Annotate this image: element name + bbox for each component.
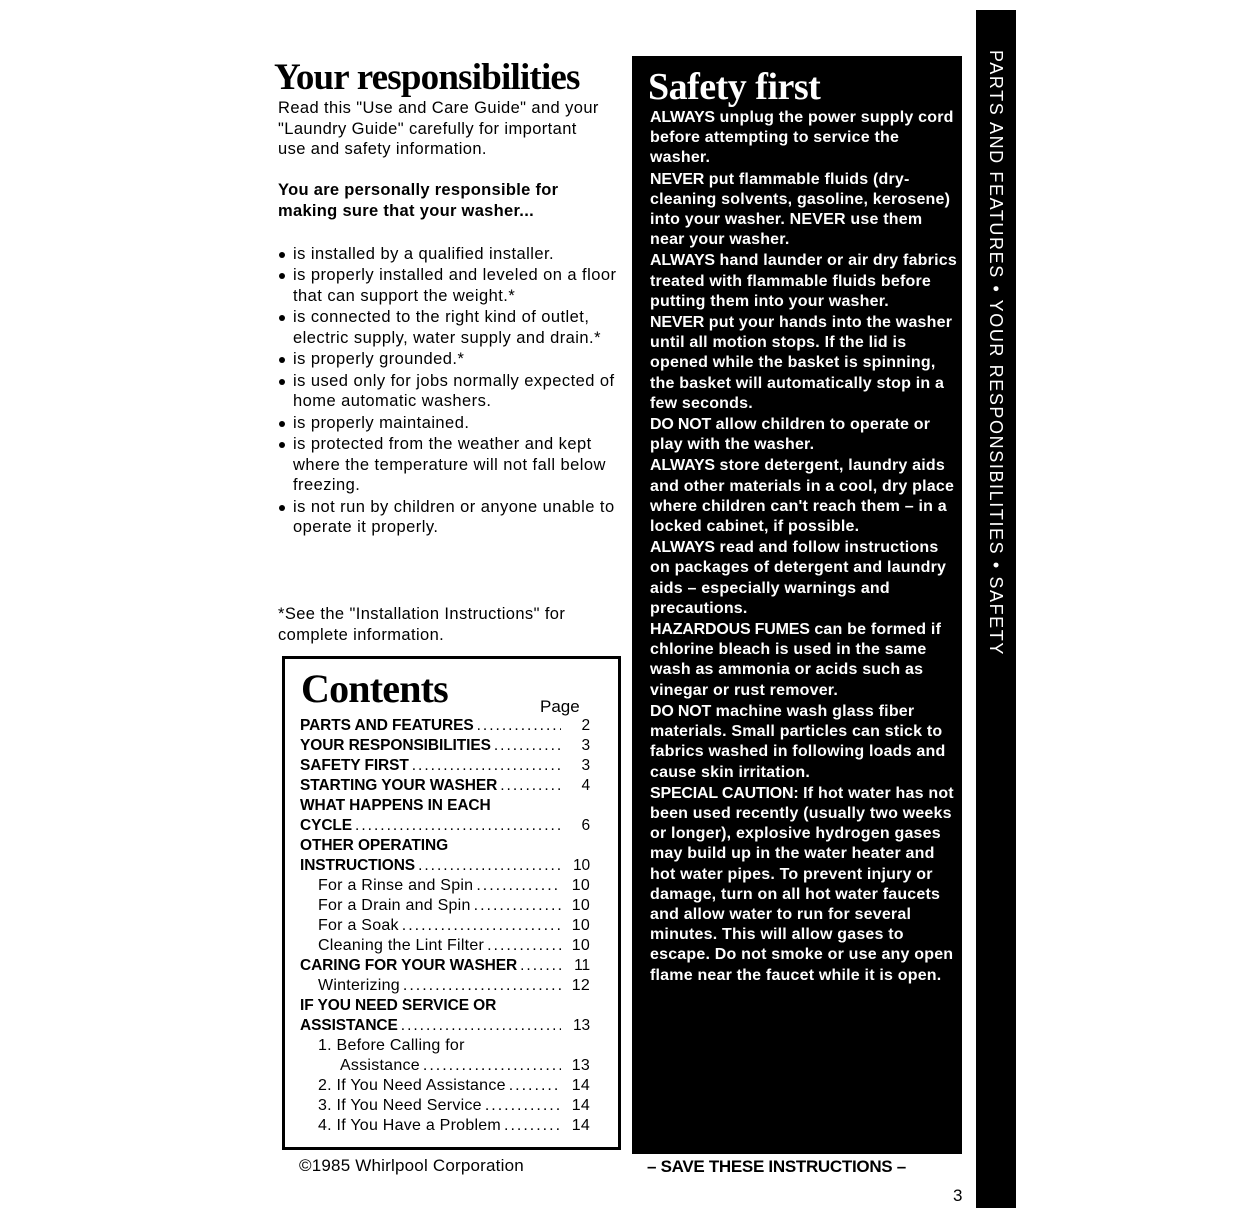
toc-entry-page: 12 [571, 977, 590, 994]
toc-entry-page: 2 [581, 717, 590, 734]
toc-entry-text: Cleaning the Lint Filter [318, 937, 485, 954]
safety-text: can be formed if chlorine bleach is used in the same wash as ammonia or acids such as vinegar or rust remover. [650, 621, 942, 699]
safety-item [650, 620, 960, 701]
toc-leader-dots [509, 1076, 561, 1096]
toc-entry-page: 4 [581, 777, 590, 794]
toc-entry [300, 836, 590, 856]
safety-text: machine wash glass fiber materials. Small particles can stick to fabrics washed in following loads and cause skin irritation. [650, 702, 946, 781]
safety-text: put flammable fluids (dry-cleaning solvents, gasoline, kerosene) into your washer. NEVER use them near your washer. [650, 170, 951, 249]
responsibilities-lead: You are personally responsible for making sure that your washer... [278, 181, 559, 220]
safety-item [650, 784, 960, 986]
safety-keyword: ALWAYS [650, 539, 715, 557]
toc-leader-dots [477, 716, 561, 736]
responsibility-item: is not run by children or anyone unable to operate it properly. [278, 497, 623, 538]
toc-entry-text: ASSISTANCE [300, 1017, 398, 1034]
safety-keyword: ALWAYS [650, 457, 715, 475]
safety-title: Safety first [648, 66, 821, 108]
contents-box [282, 656, 621, 1150]
safety-item [650, 702, 960, 783]
save-instructions: – SAVE THESE INSTRUCTIONS – [647, 1157, 906, 1176]
toc-entry [300, 816, 590, 836]
safety-text: read and follow instructions on packages of detergent and laundry aids – especially warnings and precautions. [650, 539, 947, 617]
toc-entry-page: 14 [571, 1077, 590, 1094]
side-tab-label: PARTS AND FEATURES • YOUR RESPONSIBILITIES • SAFETY [986, 50, 1006, 656]
contents-page-label: Page [540, 697, 580, 716]
toc-entry-page: 14 [571, 1097, 590, 1114]
safety-item [650, 251, 960, 312]
safety-first-box [632, 56, 962, 1154]
toc-leader-dots [423, 1056, 561, 1076]
toc-entry-text: WHAT HAPPENS IN EACH [300, 797, 491, 814]
toc-leader-dots [500, 776, 561, 796]
toc-leader-dots [476, 876, 561, 896]
safety-item [650, 456, 960, 537]
safety-keyword: NEVER [650, 314, 705, 332]
installation-note: *See the "Installation Instructions" for complete information. [278, 605, 566, 644]
responsibility-item: is properly installed and leveled on a floor that can support the weight.* [278, 265, 623, 306]
responsibility-item: is used only for jobs normally expected of home automatic washers. [278, 371, 623, 412]
toc-entry-page: 6 [581, 817, 590, 834]
toc-entry [300, 1016, 590, 1036]
toc-entry-page [564, 1036, 590, 1056]
safety-keyword: ALWAYS [650, 252, 715, 270]
toc-entry-text: 1. Before Calling for [318, 1037, 465, 1054]
toc-entry-text: 4. If You Have a Problem [318, 1117, 501, 1134]
toc-entry-page: 3 [581, 757, 590, 774]
toc-entry-text: OTHER OPERATING [300, 837, 449, 854]
responsibility-item: is properly grounded.* [278, 349, 623, 370]
toc-entry-text: For a Drain and Spin [318, 897, 471, 914]
safety-keyword: DO NOT [650, 416, 712, 434]
safety-text: If hot water has not been used recently (usually two weeks or longer), explosive hydrogen gases may build up in the water heater and hot water pipes. To prevent injury or damage, turn on all hot water faucets and allow water to run for several minutes. This will allow gases to escape. Do not smoke or use any open flame near the faucet while it is open. [650, 784, 954, 984]
toc-entry [300, 856, 590, 876]
toc-entry [300, 956, 590, 976]
toc-entry-text: 3. If You Need Service [318, 1097, 482, 1114]
toc-entry-text: PARTS AND FEATURES [300, 717, 474, 734]
toc-entry-page: 10 [571, 917, 590, 934]
toc-leader-dots [520, 956, 561, 976]
safety-item [650, 170, 960, 251]
page-number: 3 [953, 1186, 963, 1205]
side-tab [976, 10, 1016, 1208]
toc-entry [300, 796, 590, 816]
toc-leader-dots [485, 1096, 561, 1116]
toc-entry-page: 10 [571, 897, 590, 914]
safety-keyword: HAZARDOUS FUMES [650, 621, 810, 639]
toc-entry [300, 916, 590, 936]
toc-entry [300, 1056, 590, 1076]
safety-item [650, 415, 960, 455]
toc-entry [300, 736, 590, 756]
safety-keyword: NEVER [650, 170, 705, 188]
toc-entry [300, 1076, 590, 1096]
toc-entry-page: 10 [572, 857, 590, 874]
toc-leader-dots [402, 916, 561, 936]
toc-entry-text: YOUR RESPONSIBILITIES [300, 737, 491, 754]
toc-entry-page: 13 [571, 1057, 590, 1074]
responsibilities-title: Your responsibilities [274, 57, 580, 98]
responsibility-item: is connected to the right kind of outlet, electric supply, water supply and drain.* [278, 307, 623, 348]
safety-text: allow children to operate or play with the washer. [650, 416, 931, 454]
toc-entry-page [564, 796, 590, 816]
toc-entry-text: STARTING YOUR WASHER [300, 777, 498, 794]
responsibility-item: is properly maintained. [278, 413, 623, 434]
safety-text: hand launder or air dry fabrics treated with flammable fluids before putting them into your washer. [650, 252, 957, 310]
toc-entry [300, 776, 590, 796]
responsibilities-list [278, 244, 623, 539]
responsibility-item: is installed by a qualified installer. [278, 244, 623, 265]
toc-leader-dots [401, 1016, 561, 1036]
toc-entry-text: SAFETY FIRST [300, 757, 409, 774]
toc-entry-page [564, 996, 590, 1016]
table-of-contents [300, 716, 590, 1136]
toc-entry-text: For a Soak [318, 917, 399, 934]
safety-item [650, 538, 960, 619]
safety-item [650, 108, 960, 169]
toc-entry-text: Assistance [340, 1057, 420, 1074]
toc-leader-dots [403, 976, 561, 996]
toc-leader-dots [487, 936, 561, 956]
safety-text: put your hands into the washer until all motion stops. If the lid is opened while the basket is spinning, the basket will automatically stop in a few seconds. [650, 314, 953, 412]
toc-leader-dots [412, 756, 561, 776]
toc-entry [300, 996, 590, 1016]
safety-text: store detergent, laundry aids and other materials in a cool, dry place where children can't reach them – in a locked cabinet, if possible. [650, 457, 955, 536]
contents-title: Contents [301, 666, 448, 711]
toc-entry-text: CYCLE [300, 817, 353, 834]
safety-keyword: DO NOT [650, 702, 712, 720]
toc-entry-text: CARING FOR YOUR WASHER [300, 957, 518, 974]
safety-keyword: ALWAYS [650, 109, 715, 126]
toc-entry-page: 13 [572, 1017, 590, 1034]
toc-entry-page: 10 [571, 937, 590, 954]
toc-entry-text: INSTRUCTIONS [300, 857, 416, 874]
toc-leader-dots [355, 816, 561, 836]
toc-entry-page: 10 [571, 877, 590, 894]
safety-item [650, 313, 960, 414]
toc-entry-text: For a Rinse and Spin [318, 877, 474, 894]
toc-entry-text: 2. If You Need Assistance [318, 1077, 506, 1094]
toc-entry [300, 1116, 590, 1136]
toc-entry [300, 1036, 590, 1056]
copyright: ©1985 Whirlpool Corporation [299, 1156, 524, 1175]
safety-text: unplug the power supply cord before attempting to service the washer. [650, 109, 954, 167]
toc-leader-dots [494, 736, 561, 756]
toc-entry-text: IF YOU NEED SERVICE OR [300, 997, 497, 1014]
toc-leader-dots [418, 856, 561, 876]
toc-entry [300, 936, 590, 956]
toc-entry [300, 1096, 590, 1116]
toc-entry [300, 716, 590, 736]
toc-entry-text: Winterizing [318, 977, 400, 994]
safety-list [650, 108, 960, 987]
safety-keyword: SPECIAL CAUTION: [650, 784, 799, 802]
toc-entry-page: 11 [574, 957, 590, 974]
toc-entry [300, 896, 590, 916]
toc-entry-page: 14 [571, 1117, 590, 1134]
responsibilities-intro: Read this "Use and Care Guide" and your "Laundry Guide" carefully for important use and safety information. [278, 99, 599, 158]
toc-entry-page [564, 836, 590, 856]
toc-entry [300, 756, 590, 776]
toc-entry-page: 3 [581, 737, 590, 754]
toc-entry [300, 876, 590, 896]
responsibility-item: is protected from the weather and kept where the temperature will not fall below freezing. [278, 434, 623, 496]
toc-entry [300, 976, 590, 996]
toc-leader-dots [474, 896, 561, 916]
toc-leader-dots [504, 1116, 561, 1136]
